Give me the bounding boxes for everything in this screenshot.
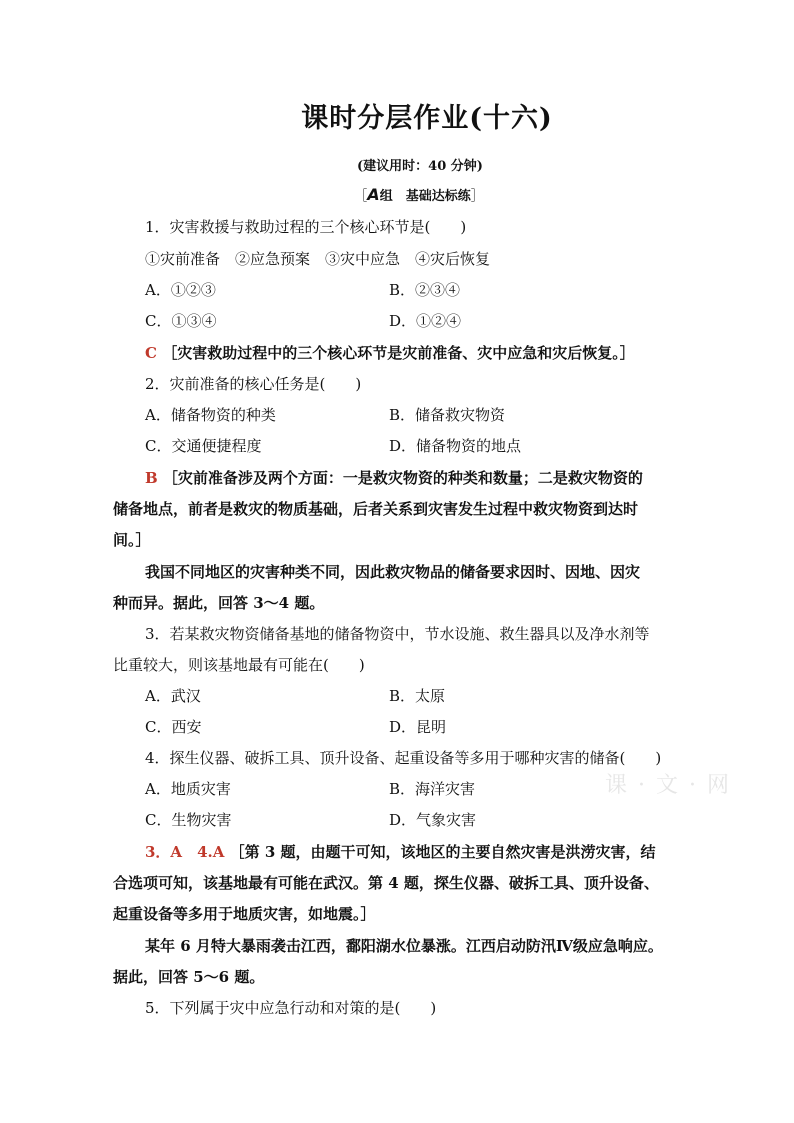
answer-1-explanation: ［灾害救助过程中的三个核心环节是灾前准备、灾中应急和灾后恢复。］	[162, 344, 635, 362]
intro-3-4-line-2: 种而异。据此，回答 3～4 题。	[113, 594, 325, 612]
answer-3-4-line-1: ［第 3 题，由题干可知，该地区的主要自然灾害是洪涝灾害，结	[229, 843, 656, 861]
question-1-stem: 1．灾害救援与救助过程的三个核心环节是( )	[145, 218, 467, 236]
answer-3-4	[145, 841, 656, 862]
answer-3-4-line-3: 起重设备等多用于地质灾害，如地震。］	[113, 905, 376, 923]
answer-1-key: C	[145, 344, 157, 362]
bracket-open: ［	[354, 189, 368, 204]
q4-option-a: A．地质灾害	[145, 780, 231, 798]
bracket-close: ］	[470, 189, 484, 204]
page-title: 课时分层作业(十六)	[301, 103, 553, 134]
answer-2-key: B	[145, 469, 158, 487]
time-suggestion: (建议用时：40 分钟)	[357, 159, 483, 174]
q3-option-c: C．西安	[145, 718, 202, 736]
intro-5-6-line-2: 据此，回答 5～6 题。	[113, 968, 265, 986]
section-heading	[0, 185, 794, 204]
intro-3-4-line-1: 我国不同地区的灾害种类不同，因此救灾物品的储备要求因时、因地、因灾	[145, 563, 641, 581]
q3-option-a: A．武汉	[145, 687, 201, 705]
q4-option-d: D．气象灾害	[389, 811, 477, 829]
q1-option-d: D．①②④	[389, 312, 462, 330]
q2-option-b: B．储备救灾物资	[389, 406, 506, 424]
question-3-line-2: 比重较大，则该基地最有可能在( )	[113, 656, 365, 674]
answer-2	[145, 467, 643, 488]
q3-option-b: B．太原	[389, 687, 446, 705]
answer-3-4-key: 3．A 4.A	[145, 843, 225, 861]
q2-option-d: D．储备物资的地点	[389, 437, 522, 455]
answer-2-line-1: ［灾前准备涉及两个方面：一是救灾物资的种类和数量；二是救灾物资的	[162, 469, 643, 487]
watermark: 课 · 文 · 网	[605, 773, 731, 798]
q4-option-b: B．海洋灾害	[389, 780, 476, 798]
q2-option-a: A．储备物资的种类	[145, 406, 276, 424]
question-4-stem: 4．探生仪器、破拆工具、顶升设备、起重设备等多用于哪种灾害的储备( )	[145, 749, 662, 767]
intro-5-6-line-1: 某年 6 月特大暴雨袭击江西，鄱阳湖水位暴涨。江西启动防汛Ⅳ级应急响应。	[145, 937, 663, 955]
question-2-stem: 2．灾前准备的核心任务是( )	[145, 375, 362, 393]
answer-3-4-line-2: 合选项可知，该基地最有可能在武汉。第 4 题，探生仪器、破拆工具、顶升设备、	[113, 874, 659, 892]
group-a-badge: A	[367, 185, 380, 204]
q1-option-a: A．①②③	[145, 281, 216, 299]
q3-option-d: D．昆明	[389, 718, 447, 736]
question-5-stem: 5．下列属于灾中应急行动和对策的是( )	[145, 999, 437, 1017]
question-3-line-1: 3．若某救灾物资储备基地的储备物资中，节水设施、救生器具以及净水剂等	[145, 625, 650, 643]
q2-option-c: C．交通便捷程度	[145, 437, 262, 455]
answer-2-line-3: 间。］	[113, 531, 151, 549]
q1-option-c: C．①③④	[145, 312, 217, 330]
group-name: 组 基础达标练	[379, 189, 471, 204]
q4-option-c: C．生物灾害	[145, 811, 232, 829]
question-1-items: ①灾前准备 ②应急预案 ③灾中应急 ④灾后恢复	[145, 250, 491, 268]
answer-2-line-2: 储备地点，前者是救灾的物质基础，后者关系到灾害发生过程中救灾物资到达时	[113, 500, 639, 518]
answer-1	[145, 342, 635, 363]
q1-option-b: B．②③④	[389, 281, 461, 299]
